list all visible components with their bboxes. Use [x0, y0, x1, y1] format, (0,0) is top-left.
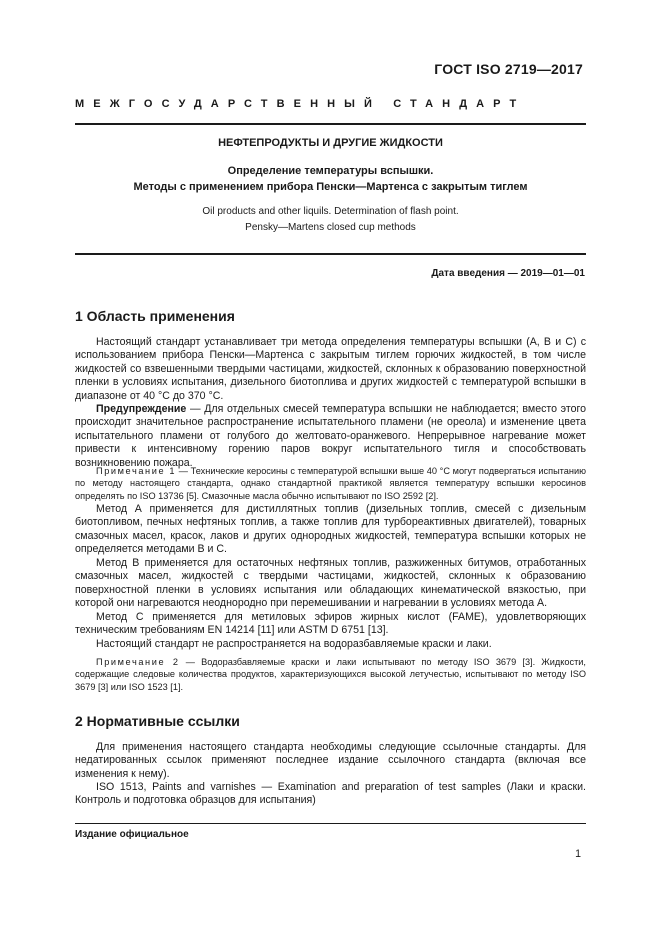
official-edition-label: Издание официальное: [75, 829, 189, 840]
document-subtitle: [75, 163, 586, 195]
standard-number: ГОСТ ISO 2719—2017: [434, 61, 583, 77]
method-c-paragraph: Метод С применяется для метиловых эфиров жирных кислот (FAME), удовлетворяющих техническим требованиям EN 14214 [11] или ASTM D 6751 [13].: [75, 611, 586, 637]
note-2-text: — Водоразбавляемые краски и лаки испытывают по методу ISO 3679 [3]. Жидкости, содержащие следовые количества продуктов, характеризующихся высокой летучестью, испытывают по методу ISO 3679 [3] или ISO 1523 [1].: [75, 657, 586, 692]
warning-text: — Для отдельных смесей температура вспышки не наблюдается; вместо этого происходит значительное распространение испытательного пламени (не ореола) и изменение цвета испытательного пламени от голубого до желтовато-оранжевого. Непрерывное нагревание может привести к интенсивному горению паров вокруг испытательного тигля и способствовать возникновению пожара.: [75, 403, 586, 469]
note-1: [75, 465, 586, 502]
subtitle-line-2: Методы с применением прибора Пенски—Мартенса с закрытым тиглем: [133, 181, 528, 193]
section-1-heading: 1 Область применения: [75, 308, 235, 324]
note-1-label: Примечание 1: [96, 466, 177, 476]
note-1-text: — Технические керосины с температурой вспышки выше 40 °С могут подвергаться испытанию по методу настоящего стандарта, однако стандартной практикой является температуру вспышки керосинов определять по ISO 13736 [5]. Смазочные масла обычно испытывают по ISO 2592 [2].: [75, 466, 586, 501]
page-number: 1: [575, 848, 581, 860]
english-title: [75, 204, 586, 236]
english-title-line-1: Oil products and other liquils. Determination of flash point.: [202, 206, 459, 217]
section-2-heading: 2 Нормативные ссылки: [75, 713, 240, 729]
document-title: НЕФТЕПРОДУКТЫ И ДРУГИЕ ЖИДКОСТИ: [218, 137, 443, 149]
header-rule: [75, 123, 586, 125]
english-title-line-2: Pensky—Martens closed cup methods: [245, 222, 416, 233]
note-2-label: Примечание 2: [96, 657, 180, 667]
subtitle-line-1: Определение температуры вспышки.: [227, 165, 434, 177]
method-b-paragraph: Метод В применяется для остаточных нефтяных топлив, разжиженных битумов, отработанных смазочных масел, жидкостей с твердыми частицами, жидкостей, склонных к образованию поверхностной пленки в условиях испытания или обладающих кинематической вязкостью, при которой они нагреваются неоднородно при перемешивании и нагревании в условиях метода А.: [75, 557, 586, 610]
footer-rule: [75, 823, 586, 824]
iso-1513-reference: ISO 1513, Paints and varnishes — Examination and preparation of test samples (Лаки и краски. Контроль и подготовка образцов для испытания): [75, 781, 586, 807]
normative-refs-paragraph: Для применения настоящего стандарта необходимы следующие ссылочные стандарты. Для недатированных ссылок применяют последнее издание ссылочного стандарта (включая все изменения к нему).: [75, 741, 586, 780]
interstate-standard-banner: МЕЖГОСУДАРСТВЕННЫЙ СТАНДАРТ: [75, 98, 526, 110]
title-rule: [75, 253, 586, 255]
warning-paragraph: [75, 403, 586, 470]
not-applicable-paragraph: Настоящий стандарт не распространяется на водоразбавляемые краски и лаки.: [96, 638, 492, 650]
warning-label: Предупреждение: [96, 403, 187, 415]
method-a-paragraph: Метод А применяется для дистиллятных топлив (дизельных топлив, смесей с дизельным биотопливом, печных нефтяных топлив, а также топлив для турбореактивных двигателей), товарных смазочных масел, красок, лаков и других однородных жидкостей, температура вспышки которых не определяется методами В и С.: [75, 503, 586, 556]
introduction-date: Дата введения — 2019—01—01: [431, 268, 585, 279]
note-2: [75, 656, 586, 693]
scope-paragraph: Настоящий стандарт устанавливает три метода определения температуры вспышки (А, В и С) с использованием прибора Пенски—Мартенса с закрытым тиглем горючих жидкостей, в том числе жидкостей со взвешенными твердыми частицами, жидкостей, склонных к образованию поверхностной пленки в условиях испытания, дизельного биотоплива и других жидкостей с температурой вспышки в диапазоне от 40 °С до 370 °С.: [75, 336, 586, 402]
